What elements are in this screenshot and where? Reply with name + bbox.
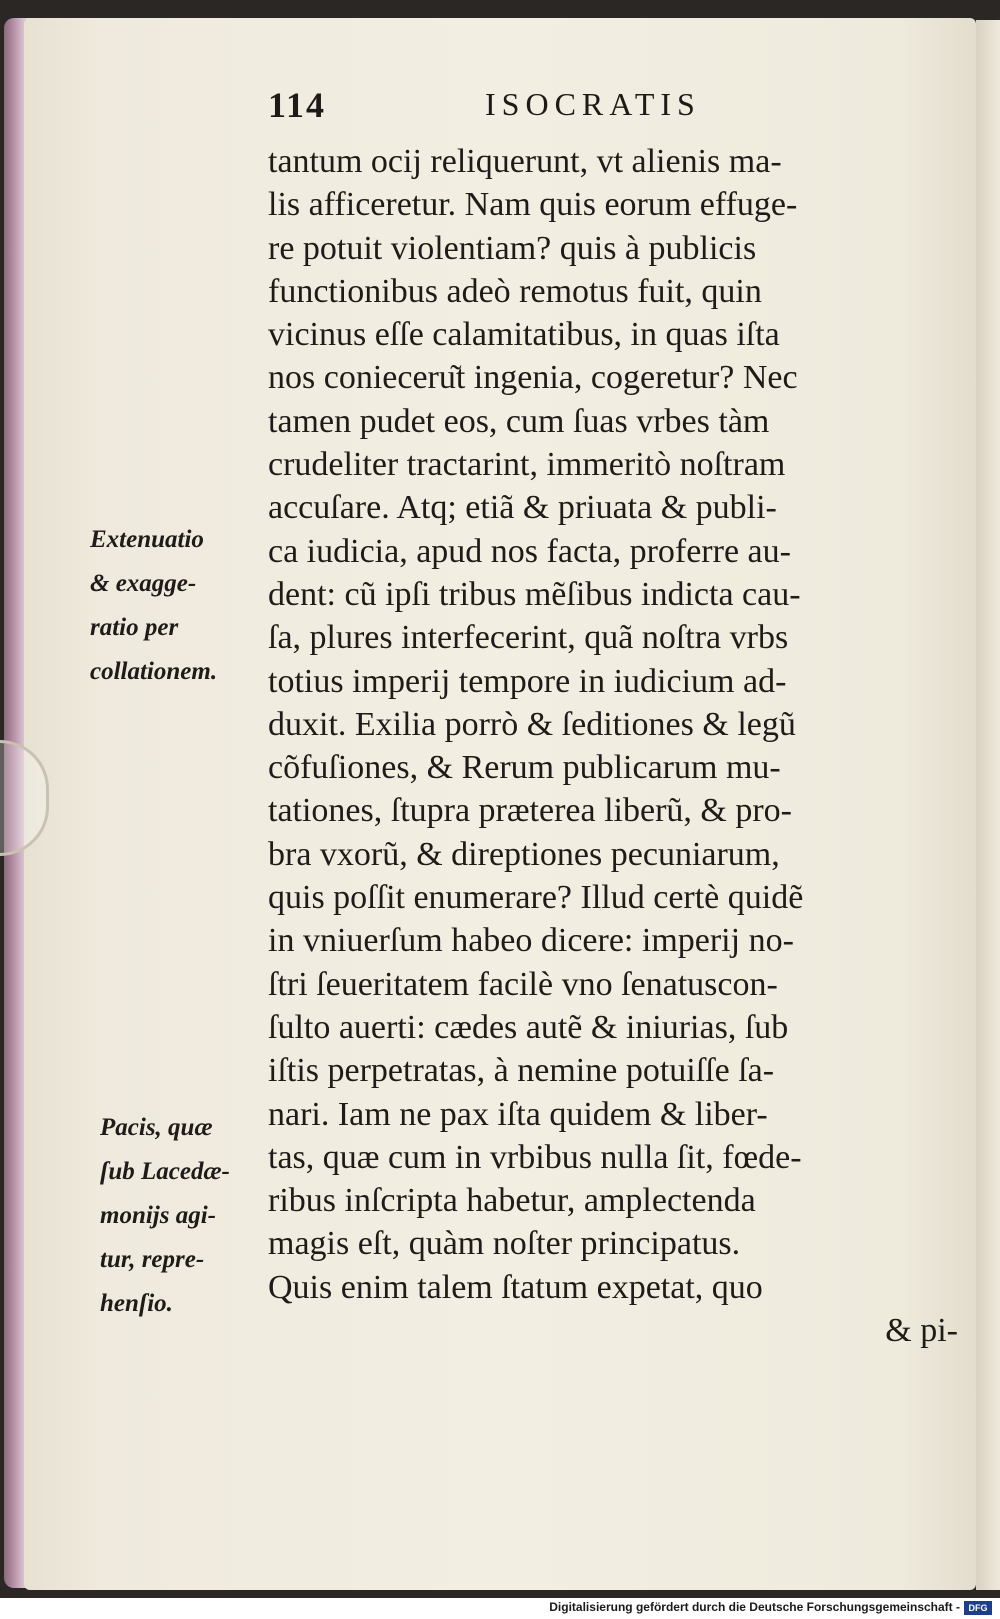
text-line: dent: cũ ipſi tribus mẽſibus indicta cau- xyxy=(268,575,801,613)
text-line: iſtis perpetratas, à nemine potuiſſe ſa- xyxy=(268,1052,775,1090)
margin-note-line: collationem. xyxy=(90,658,218,685)
text-line: ſa, plures interfecerint, quã noſtra vrbs xyxy=(268,619,789,657)
margin-note-extenuatio xyxy=(90,518,217,694)
text-line: crudeliter tractarint, immeritò noſtram xyxy=(268,446,786,484)
text-line: functionibus adeò remotus fuit, quin xyxy=(268,272,762,310)
text-line: ſulto auerti: cædes autẽ & iniurias, ſub xyxy=(268,1008,789,1046)
text-line: tantum ocij reliquerunt, vt alienis ma- xyxy=(268,143,782,180)
margin-note-line: monijs agi- xyxy=(100,1202,216,1229)
text-line: tas, quæ cum in vrbibus nulla ſit, fœde- xyxy=(268,1138,802,1176)
text-line: bra vxorũ, & direptiones pecuniarum, xyxy=(268,835,780,873)
text-line: totius imperij tempore in iudicium ad- xyxy=(268,662,787,700)
margin-note-line: tur, repre- xyxy=(100,1246,205,1273)
text-line: re potuit violentiam? quis à publicis xyxy=(268,229,757,267)
margin-note-line: ratio per xyxy=(90,614,179,641)
margin-note-line: Pacis, quæ xyxy=(100,1114,213,1141)
dfg-logo: DFG xyxy=(964,1601,992,1615)
margin-note-line: Extenuatio xyxy=(90,526,204,553)
text-line: Quis enim talem ſtatum expetat, quo xyxy=(268,1268,763,1306)
text-line: cõfuſiones, & Rerum publicarum mu- xyxy=(268,749,781,787)
text-line: nari. Iam ne pax iſta quidem & liber- xyxy=(268,1095,768,1133)
facing-page-strip xyxy=(976,20,1000,1590)
text-line: vicinus eſſe calamitatibus, in quas iſta xyxy=(268,316,780,354)
text-line: accuſare. Atq; etiã & priuata & publi- xyxy=(268,489,777,527)
margin-note-pacis xyxy=(100,1106,230,1326)
text-line: ribus inſcripta habetur, amplectenda xyxy=(268,1182,756,1220)
footer-bar xyxy=(0,1598,1000,1619)
margin-note-line: henſio. xyxy=(100,1290,173,1317)
text-line: duxit. Exilia porrò & ſeditiones & legũ xyxy=(268,705,796,743)
catchword-line: & pi- xyxy=(885,1312,958,1350)
page-number: 114 xyxy=(268,85,327,125)
text-line: tamen pudet eos, cum ſuas vrbes tàm xyxy=(268,402,770,440)
text-line: ſtri ſeueritatem facilè vno ſenatuscon- xyxy=(268,965,778,1003)
page-header xyxy=(260,84,960,134)
margin-note-line: ſub Lacedæ- xyxy=(100,1158,230,1185)
footer-credit: Digitalisierung gefördert durch die Deutsche Forschungsgemeinschaft - xyxy=(549,1600,960,1614)
running-head: ISOCRATIS xyxy=(485,86,701,122)
margin-note-line: & exagge- xyxy=(90,570,197,597)
text-line: ca iudicia, apud nos facta, proferre au- xyxy=(268,532,791,570)
text-line: magis eſt, quàm noſter principatus. xyxy=(268,1225,741,1263)
text-line: in vniuerſum habeo dicere: imperij no- xyxy=(268,922,794,960)
body-text xyxy=(268,140,958,1352)
text-line: nos conieceru͂t ingenia, cogeretur? Nec xyxy=(268,359,798,397)
text-line: tationes, ſtupra præterea liberũ, & pro- xyxy=(268,792,792,830)
text-line: lis afficeretur. Nam quis eorum effuge- xyxy=(268,186,798,224)
text-line: quis poſſit enumerare? Illud certè quidẽ xyxy=(268,879,804,917)
